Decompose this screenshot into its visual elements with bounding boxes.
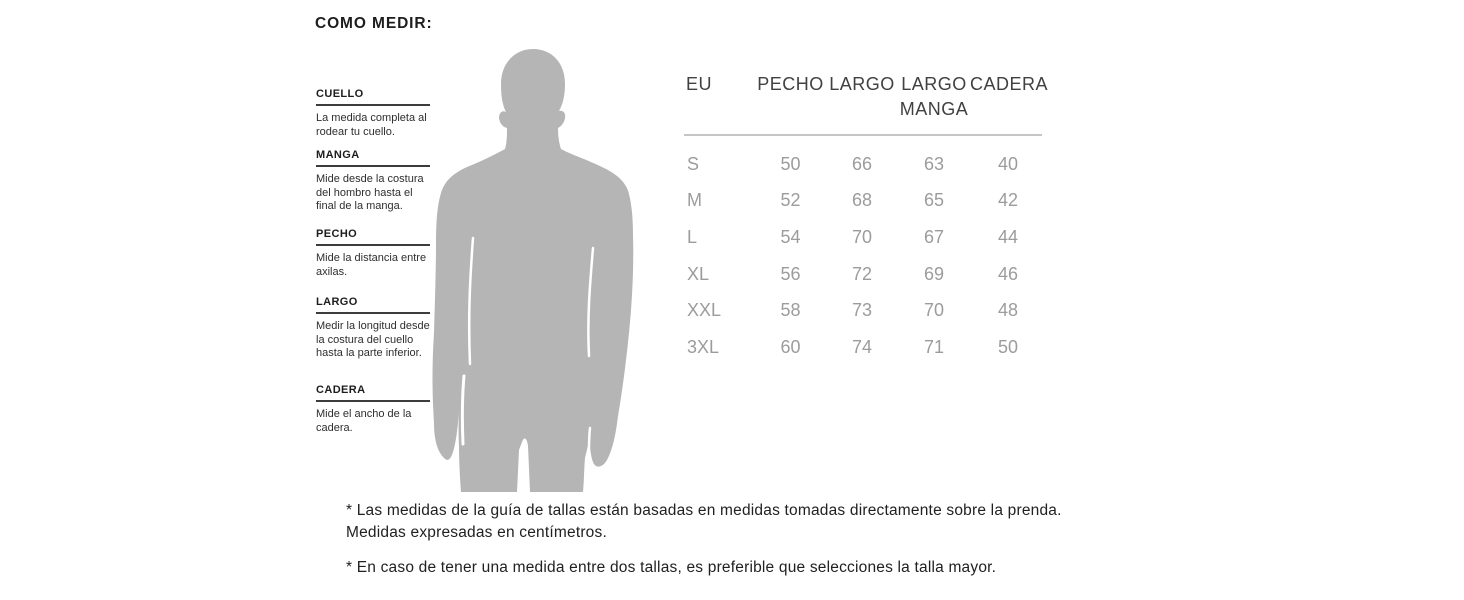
table-header-divider <box>684 134 1042 136</box>
size-cell: 56 <box>780 263 801 284</box>
size-cell: 40 <box>997 153 1019 174</box>
page-title: COMO MEDIR: <box>315 15 433 32</box>
size-label: M <box>687 190 702 211</box>
size-table-header-row <box>684 72 1049 122</box>
male-torso-silhouette-icon <box>432 48 637 492</box>
footnote-line: * En caso de tener una medida entre dos tallas, es preferible que selecciones la talla mayor. <box>346 559 997 576</box>
measure-section-pecho <box>316 228 430 279</box>
size-cell: 46 <box>997 263 1019 284</box>
measure-description: Mide la distancia entre axilas. <box>316 252 427 278</box>
measure-underline <box>316 312 430 314</box>
size-cell: 70 <box>851 226 873 247</box>
column-header-cadera: CADERA <box>970 74 1049 94</box>
male-silhouette-image <box>432 48 637 492</box>
size-cell: 54 <box>780 226 801 247</box>
size-cell: 72 <box>851 263 873 284</box>
size-cell: 52 <box>780 190 801 211</box>
size-cell: 71 <box>923 336 945 357</box>
size-cell: 74 <box>851 336 873 357</box>
size-cell: 50 <box>780 153 801 174</box>
size-cell: 60 <box>780 336 801 357</box>
size-cell: 69 <box>923 263 945 284</box>
size-cell: 70 <box>923 300 945 321</box>
measure-label: LARGO <box>316 296 358 308</box>
column-header-largo: LARGO <box>829 74 895 94</box>
footnote-line: Medidas expresadas en centímetros. <box>346 523 607 541</box>
table-row-l <box>684 219 1046 256</box>
size-label: L <box>687 226 698 247</box>
measure-section-manga <box>316 149 430 214</box>
size-cell: 58 <box>780 300 801 321</box>
size-cell: 50 <box>997 336 1019 357</box>
size-cell: 65 <box>923 190 945 211</box>
size-cell: 68 <box>851 190 873 211</box>
column-header-pecho: PECHO <box>757 74 824 94</box>
measure-section-largo <box>316 296 430 361</box>
measure-description: La medida completa al rodear tu cuello. <box>316 112 427 138</box>
measure-description: Mide desde la costura del hombro hasta el final de la manga. <box>316 173 424 212</box>
size-cell: 63 <box>923 153 945 174</box>
measure-underline <box>316 104 430 106</box>
measure-underline <box>316 244 430 246</box>
size-label: XL <box>687 263 710 284</box>
measure-section-cuello <box>316 88 430 139</box>
table-row-xl <box>684 256 1046 293</box>
table-row-m <box>684 183 1046 220</box>
measure-description: Mide el ancho de la cadera. <box>316 408 412 434</box>
measure-description: Medir la longitud desde la costura del cuello hasta la parte inferior. <box>316 320 430 359</box>
size-cell: 44 <box>997 226 1019 247</box>
size-label: XXL <box>687 300 722 321</box>
size-cell: 66 <box>851 153 873 174</box>
measure-section-cadera <box>316 384 430 435</box>
size-label: 3XL <box>687 336 720 357</box>
size-table-body <box>684 146 1046 366</box>
size-cell: 42 <box>997 190 1019 211</box>
size-label: S <box>687 153 700 174</box>
column-header-eu: EU <box>686 74 713 94</box>
table-row-s <box>684 146 1046 183</box>
measure-label: MANGA <box>316 149 360 161</box>
measure-label: CADERA <box>316 384 366 396</box>
size-cell: 67 <box>923 226 945 247</box>
measure-underline <box>316 400 430 402</box>
measure-label: CUELLO <box>316 88 364 100</box>
size-cell: 48 <box>997 300 1019 321</box>
measure-underline <box>316 165 430 167</box>
footnote-measurements <box>346 500 1062 543</box>
size-table <box>684 72 1049 366</box>
footnote-line: * Las medidas de la guía de tallas están basadas en medidas tomadas directamente sobre la prenda. <box>346 502 1062 519</box>
footnote-size-advice <box>346 557 996 579</box>
table-row-3xl <box>684 329 1046 366</box>
column-header-largo-manga: LARGO MANGA <box>899 74 969 119</box>
table-row-xxl <box>684 292 1046 329</box>
measure-label: PECHO <box>316 228 358 240</box>
size-cell: 73 <box>851 300 873 321</box>
